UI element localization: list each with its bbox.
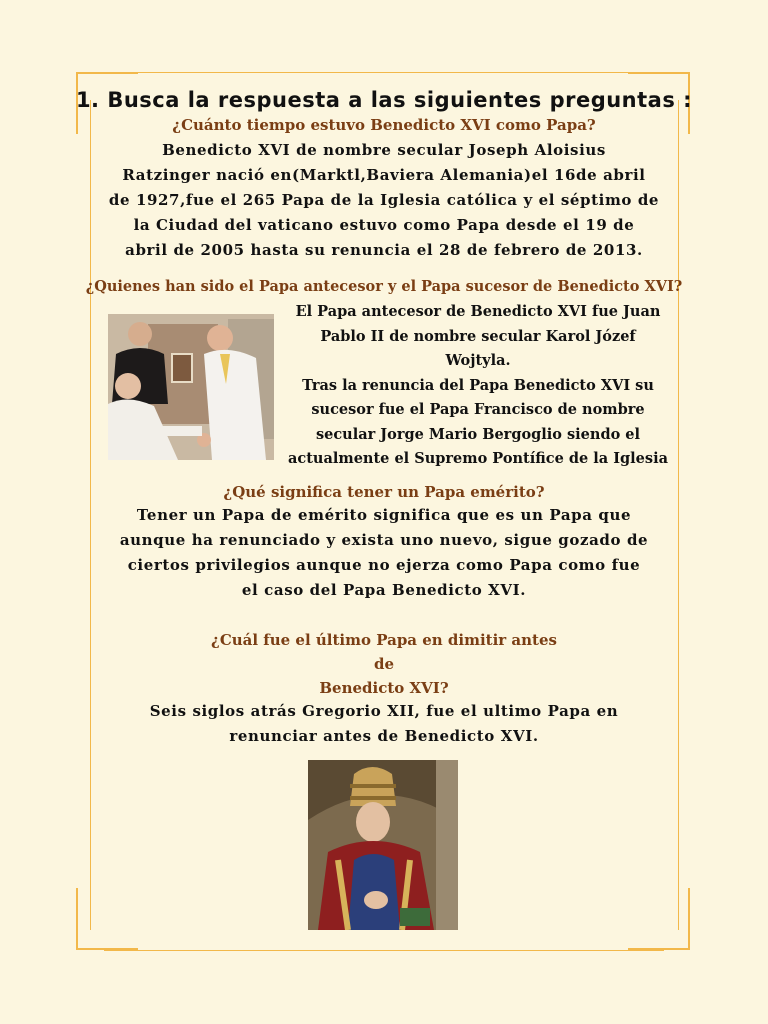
answer-2-line: secular Jorge Mario Bergoglio siendo el	[315, 425, 641, 443]
answer-2-line: Pablo II de nombre secular Karol Józef	[320, 327, 636, 345]
answer-3-line: ciertos privilegios aunque no ejerza como Papa como fue	[127, 556, 641, 574]
question-2: ¿Quienes han sido el Papa antecesor y el Papa sucesor de Benedicto XVI?	[85, 278, 683, 295]
answer-2	[280, 300, 676, 472]
gregorio-xii-painting	[308, 760, 458, 930]
answer-1-line: la Ciudad del vaticano estuvo como Papa desde el 19 de	[133, 216, 635, 234]
answer-3-line: Tener un Papa de emérito significa que es un Papa que	[136, 506, 632, 524]
answer-4	[92, 699, 676, 749]
question-3: ¿Qué significa tener un Papa emérito?	[223, 483, 545, 501]
answer-4-line: renunciar antes de Benedicto XVI.	[229, 727, 539, 745]
answer-3-line: aunque ha renunciado y exista uno nuevo, sigue gozado de	[119, 531, 649, 549]
popes-photo	[108, 314, 274, 460]
answer-2-line: Wojtyla.	[445, 352, 511, 369]
answer-4-line: Seis siglos atrás Gregorio XII, fue el ultimo Papa en	[149, 702, 619, 720]
answer-2-line: sucesor fue el Papa Francisco de nombre	[311, 401, 645, 418]
answer-3-line: el caso del Papa Benedicto XVI.	[241, 581, 527, 599]
question-4-line: Benedicto XVI?	[319, 679, 449, 697]
frame-corner-bottom-right	[628, 888, 690, 950]
answer-1-line: Ratzinger nació en(Marktl,Baviera Alemania)el 16de abril	[122, 166, 646, 184]
answer-2-line: Tras la renuncia del Papa Benedicto XVI su	[302, 376, 654, 394]
question-4-line: ¿Cuál fue el último Papa en dimitir antes	[211, 631, 557, 649]
answer-3	[92, 503, 676, 603]
answer-1-line: Benedicto XVI de nombre secular Joseph Aloisius	[162, 141, 606, 159]
question-4-line: de	[373, 655, 395, 673]
answer-2-line: El Papa antecesor de Benedicto XVI fue Juan	[295, 303, 661, 320]
answer-1-line: abril de 2005 hasta su renuncia el 28 de febrero de 2013.	[125, 241, 643, 259]
answer-2-line: actualmente el Supremo Pontífice de la Iglesia	[288, 450, 668, 467]
question-1: ¿Cuánto tiempo estuvo Benedicto XVI como Papa?	[172, 116, 596, 134]
frame-corner-bottom-left	[76, 888, 138, 950]
page-title: 1. Busca la respuesta a las siguientes preguntas :	[75, 88, 693, 112]
answer-1-line: de 1927,fue el 265 Papa de la Iglesia católica y el séptimo de	[108, 191, 660, 209]
question-4	[80, 628, 688, 700]
answer-1	[92, 138, 676, 263]
